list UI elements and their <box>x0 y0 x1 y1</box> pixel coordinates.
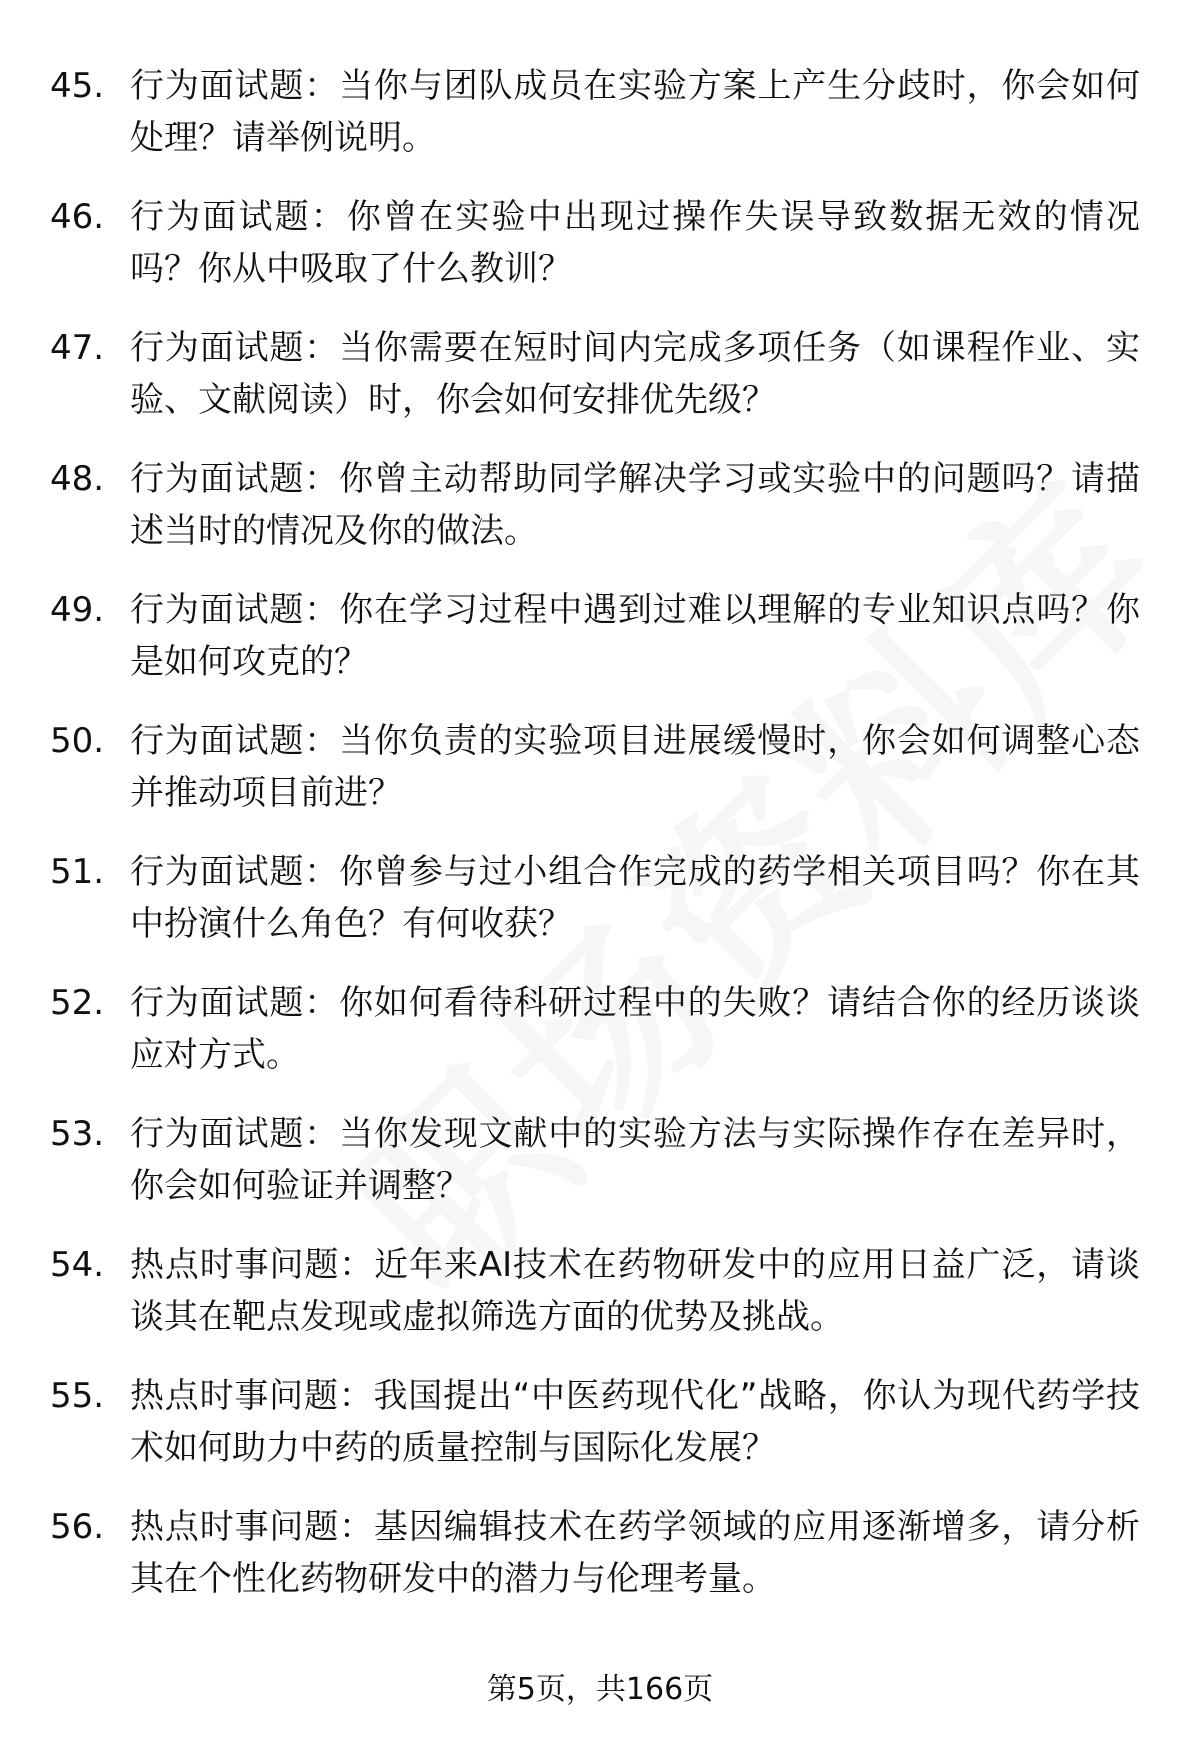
question-text: 行为面试题：你曾在实验中出现过操作失误导致数据无效的情况吗？你从中吸取了什么教训？ <box>130 197 1140 289</box>
question-text: 行为面试题：当你与团队成员在实验方案上产生分歧时，你会如何处理？请举例说明。 <box>130 66 1140 158</box>
question-number: 47. <box>50 328 105 368</box>
question-text: 热点时事问题：我国提出“中医药现代化”战略，你认为现代药学技术如何助力中药的质量控制与国际化发展？ <box>130 1376 1140 1468</box>
question-text: 热点时事问题：基因编辑技术在药学领域的应用逐渐增多，请分析其在个性化药物研发中的潜力与伦理考量。 <box>130 1507 1140 1599</box>
question-text: 行为面试题：你曾参与过小组合作完成的药学相关项目吗？你在其中扮演什么角色？有何收获？ <box>130 852 1140 944</box>
question-list <box>0 60 1200 1632</box>
question-number: 46. <box>50 197 105 237</box>
question-text: 行为面试题：你在学习过程中遇到过难以理解的专业知识点吗？你是如何攻克的？ <box>130 590 1140 682</box>
list-item <box>0 322 1200 453</box>
list-item <box>0 584 1200 715</box>
list-item <box>0 60 1200 191</box>
question-text: 行为面试题：当你需要在短时间内完成多项任务（如课程作业、实验、文献阅读）时，你会如何安排优先级？ <box>130 328 1140 420</box>
question-text: 热点时事问题：近年来AI技术在药物研发中的应用日益广泛，请谈谈其在靶点发现或虚拟筛选方面的优势及挑战。 <box>130 1245 1140 1337</box>
question-text: 行为面试题：当你发现文献中的实验方法与实际操作存在差异时，你会如何验证并调整？ <box>130 1114 1140 1206</box>
page-number-footer: 第5页，共166页 <box>486 1672 714 1707</box>
question-number: 45. <box>50 66 105 106</box>
question-number: 53. <box>50 1114 105 1154</box>
list-item <box>0 846 1200 977</box>
question-number: 51. <box>50 852 105 892</box>
list-item <box>0 1501 1200 1632</box>
question-text: 行为面试题：你如何看待科研过程中的失败？请结合你的经历谈谈应对方式。 <box>130 983 1140 1075</box>
list-item <box>0 1108 1200 1239</box>
question-number: 48. <box>50 459 105 499</box>
list-item <box>0 191 1200 322</box>
question-number: 55. <box>50 1376 105 1416</box>
question-number: 50. <box>50 721 105 761</box>
question-number: 49. <box>50 590 105 630</box>
question-number: 52. <box>50 983 105 1023</box>
list-item <box>0 1370 1200 1501</box>
list-item <box>0 977 1200 1108</box>
list-item <box>0 715 1200 846</box>
list-item <box>0 1239 1200 1370</box>
question-number: 56. <box>50 1507 105 1547</box>
list-item <box>0 453 1200 584</box>
question-text: 行为面试题：当你负责的实验项目进展缓慢时，你会如何调整心态并推动项目前进？ <box>130 721 1140 813</box>
question-number: 54. <box>50 1245 105 1285</box>
question-text: 行为面试题：你曾主动帮助同学解决学习或实验中的问题吗？请描述当时的情况及你的做法。 <box>130 459 1140 551</box>
